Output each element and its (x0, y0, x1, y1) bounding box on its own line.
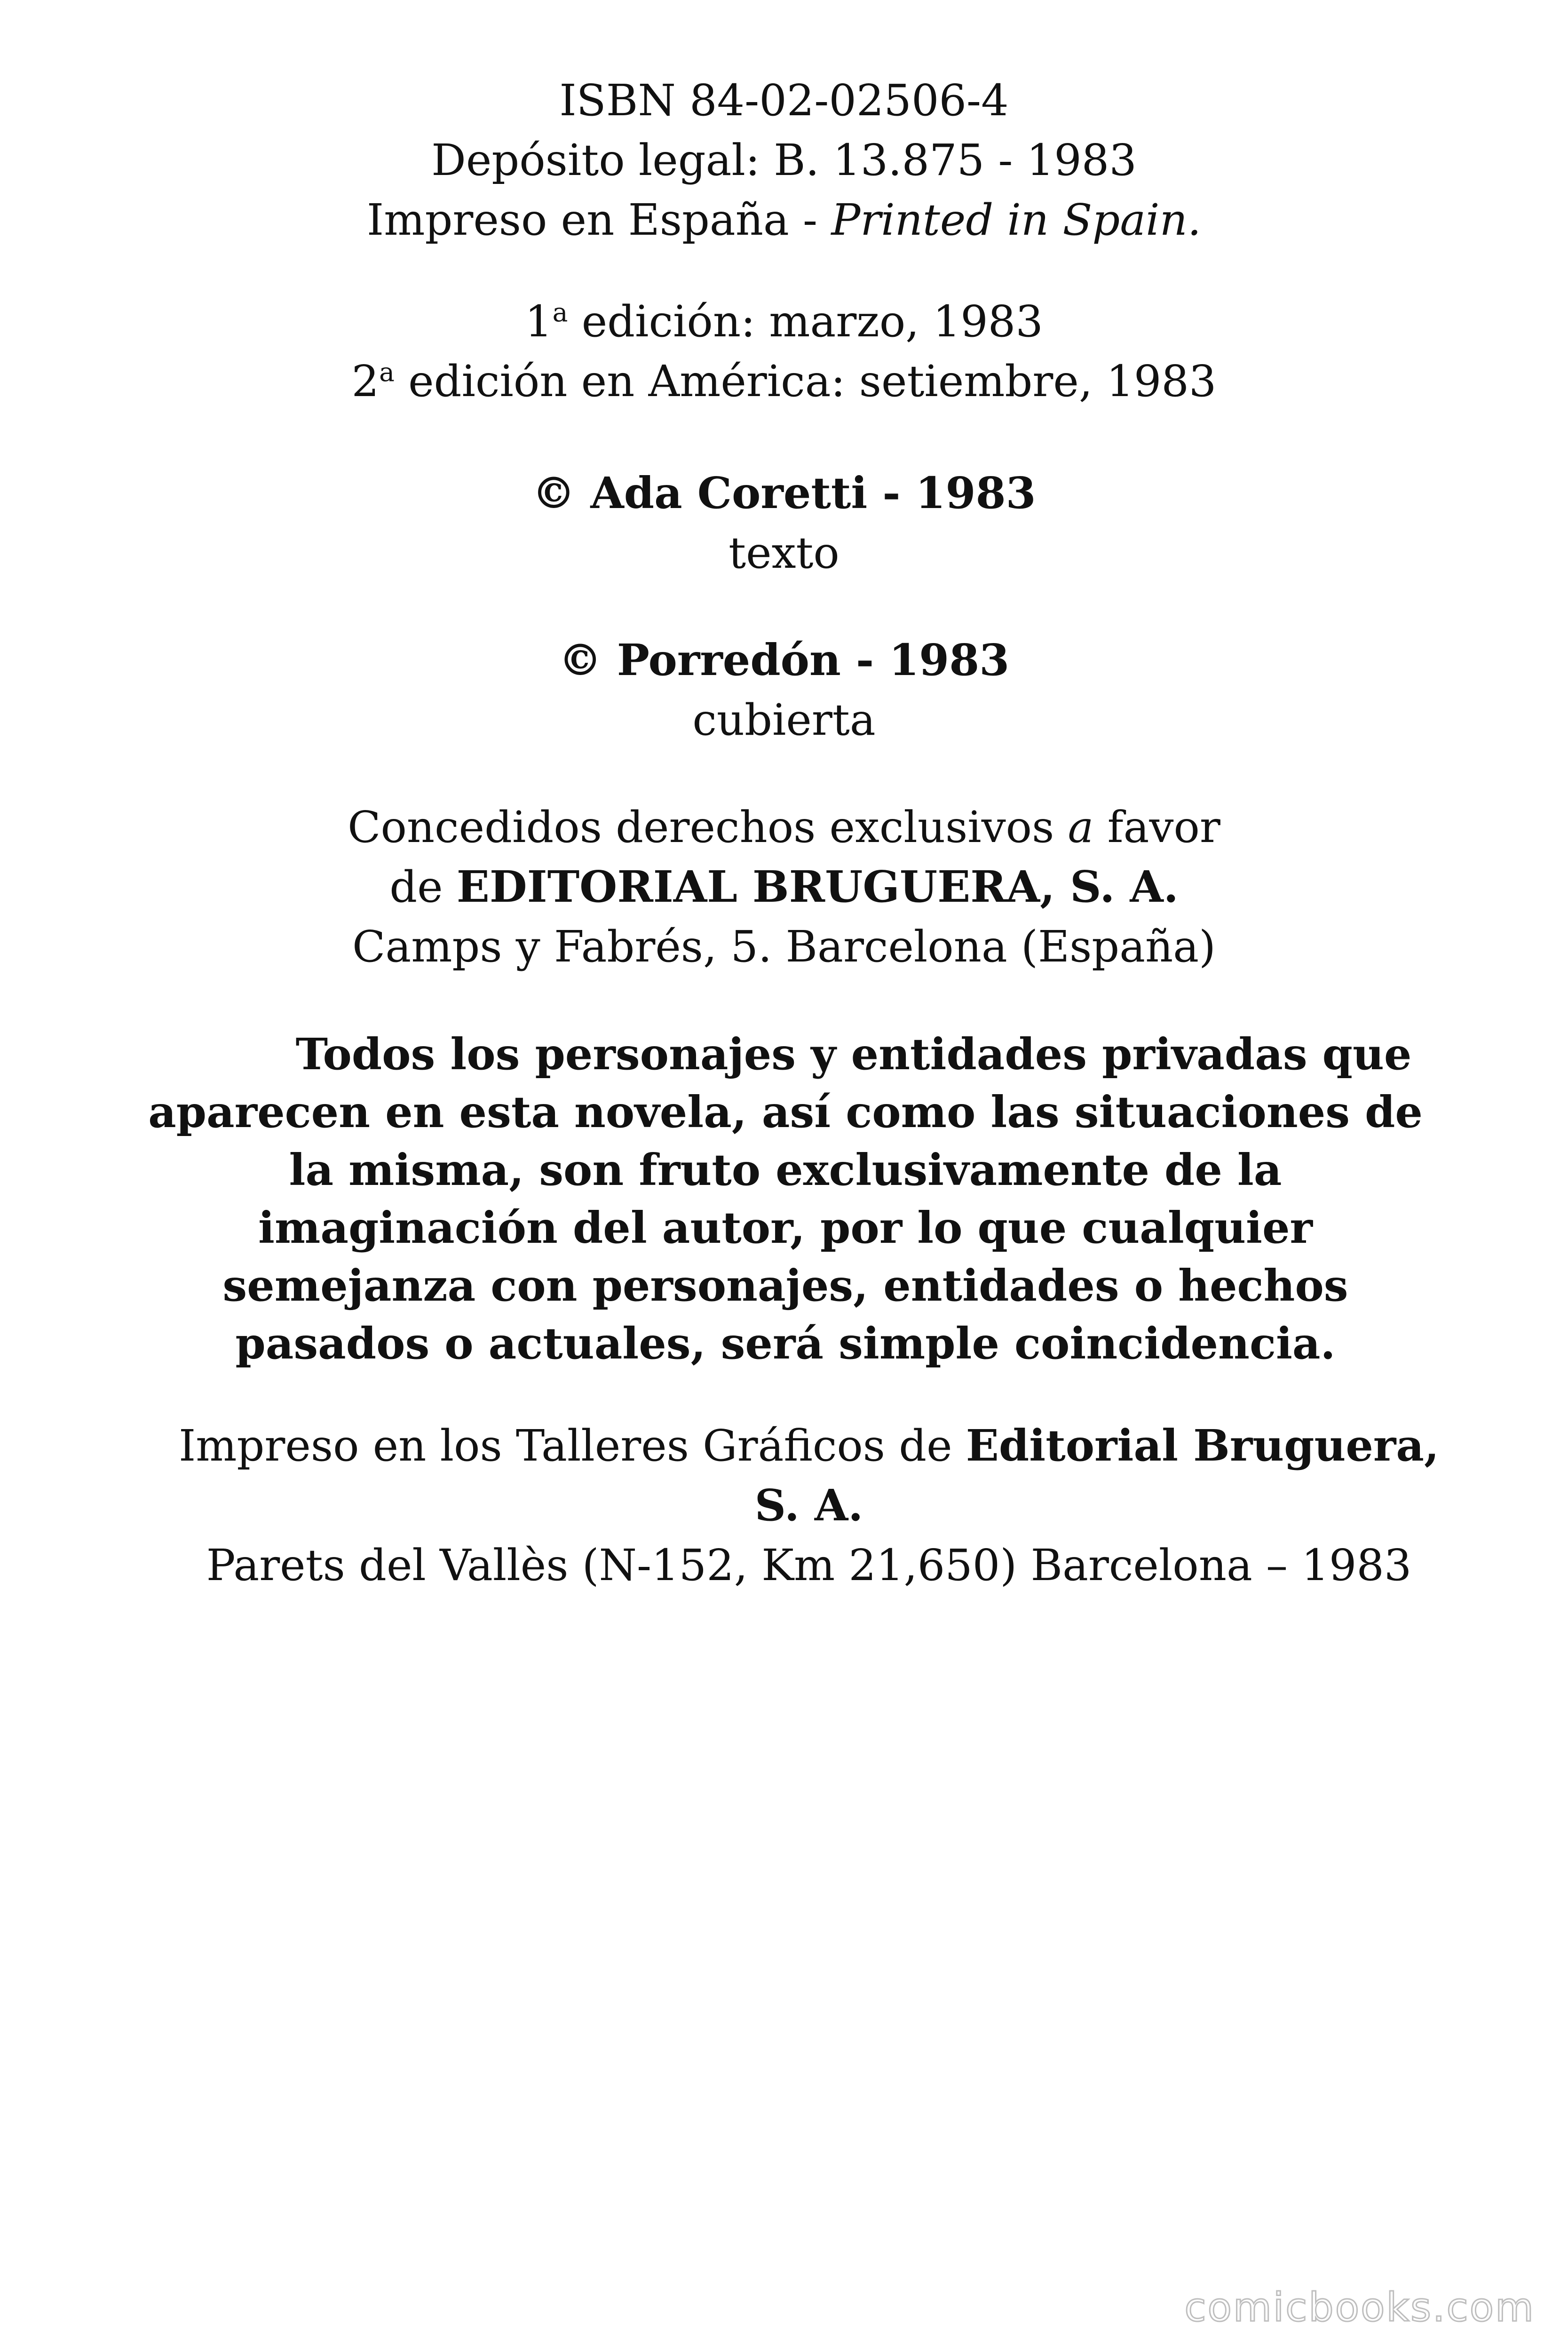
printer-prefix: Impreso en los Talleres Gráficos de (178, 1421, 966, 1471)
editions-block (0, 292, 1568, 411)
rights-block (0, 797, 1568, 977)
text-copyright-line: © Ada Coretti - 1983 (532, 468, 1036, 518)
second-edition-number: 2 (351, 356, 380, 406)
cover-copyright-block (0, 630, 1568, 750)
first-edition-ordinal: a (552, 297, 568, 327)
second-edition-ordinal: a (379, 357, 395, 387)
second-edition-text: edición en América: setiembre, 1983 (394, 356, 1217, 406)
cover-copyright-line: © Porredón - 1983 (558, 635, 1010, 685)
rights-text-b: favor (1093, 802, 1220, 852)
rights-publisher-prefix: de (389, 862, 457, 912)
text-copyright-role: texto (729, 528, 839, 578)
text-copyright-block (0, 463, 1568, 583)
watermark-logo: comicbooks.com (1184, 2284, 1535, 2330)
deposito-legal-line: Depósito legal: B. 13.875 - 1983 (431, 135, 1137, 185)
printer-line (169, 1416, 1449, 1535)
rights-line-2 (0, 857, 1568, 917)
printer-address-line: Parets del Vallès (N-152, Km 21,650) Barcelona – 1983 (206, 1540, 1412, 1590)
first-edition-number: 1 (525, 296, 553, 347)
rights-text-a: Concedidos derechos exclusivos (348, 802, 1068, 852)
cover-copyright-role: cubierta (692, 695, 876, 745)
rights-publisher-name: EDITORIAL BRUGUERA, S. A. (456, 861, 1179, 912)
rights-line-1 (0, 797, 1568, 857)
printer-name: Editorial Bruguera, S. A. (754, 1420, 1440, 1531)
printed-in-spanish: Impreso en España - (366, 195, 832, 245)
printer-block (169, 1416, 1449, 1595)
disclaimer-text: Todos los personajes y entidades privadas que aparecen en esta novela, así como las situaciones de la misma, son fruto exclusivamente de la imaginación del autor, por lo que cualquier semejanza con personajes, entidades o hechos pasados o actuales, será simple coincidencia. (148, 1029, 1423, 1369)
disclaimer-block (146, 1025, 1425, 1373)
printed-in-english: Printed in Spain. (831, 195, 1202, 245)
imprint-block (0, 71, 1568, 250)
second-edition-line (0, 351, 1568, 411)
first-edition-text: edición: marzo, 1983 (568, 296, 1043, 347)
first-edition-line (0, 292, 1568, 351)
rights-address-line: Camps y Fabrés, 5. Barcelona (España) (352, 922, 1216, 972)
rights-text-italic: a (1068, 802, 1094, 852)
printed-in-line (0, 190, 1568, 250)
isbn-line: ISBN 84-02-02506-4 (559, 75, 1009, 126)
